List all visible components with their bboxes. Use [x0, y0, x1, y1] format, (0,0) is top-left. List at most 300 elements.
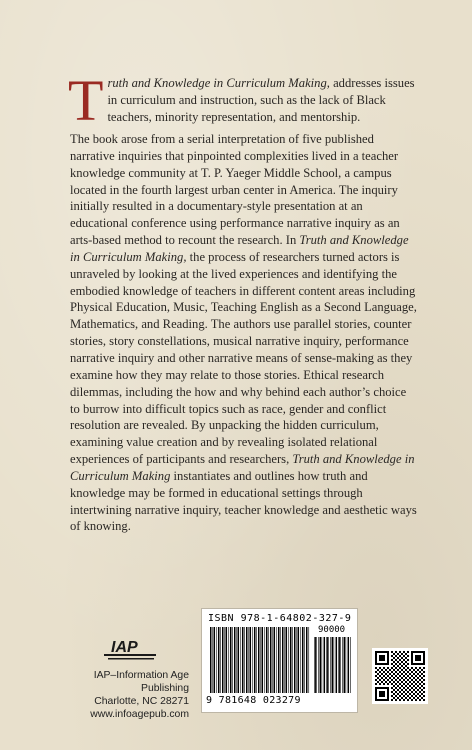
barcode-bar [212, 627, 213, 693]
qr-module [399, 671, 401, 673]
qr-module [393, 657, 395, 659]
qr-module [395, 679, 397, 681]
qr-module [397, 689, 399, 691]
qr-finder [379, 655, 385, 661]
barcode-bar [330, 637, 331, 693]
qr-module [413, 681, 415, 683]
barcode-bar [258, 627, 260, 693]
qr-module [395, 667, 397, 669]
qr-module [411, 695, 413, 697]
qr-module [419, 699, 421, 701]
qr-module [393, 665, 395, 667]
qr-module [405, 677, 407, 679]
qr-module [393, 653, 395, 655]
qr-module [387, 683, 389, 685]
barcode-bar [348, 637, 350, 693]
qr-module [399, 679, 401, 681]
barcode-bar [318, 637, 319, 693]
qr-module [419, 667, 421, 669]
qr-module [411, 675, 413, 677]
intro-text: addresses issues in curriculum and instruction, such as the lack of Black teachers, minority representation, and mentorship. [107, 76, 415, 124]
qr-module [403, 687, 405, 689]
qr-module [399, 651, 401, 653]
qr-module [375, 671, 377, 673]
qr-module [399, 695, 401, 697]
qr-module [389, 681, 391, 683]
qr-module [391, 695, 393, 697]
qr-module [403, 651, 405, 653]
qr-module [393, 685, 395, 687]
qr-module [395, 663, 397, 665]
qr-module [401, 669, 403, 671]
description-part-1: The book arose from a serial interpretation of five published narrative inquiries that pinpointed complexities lived in a teacher knowledge community at T. P. Yaeger Middle School, a campus located in the fourth largest urban center in America. The inquiry initially resulted in a documentary-style presentation at an educational conference using performance narrative inquiry as an arts-based method to recount the research. In [70, 132, 400, 248]
barcode-bar [304, 627, 305, 693]
barcode-bar [334, 637, 335, 693]
qr-module [409, 697, 411, 699]
barcode-bar [234, 627, 236, 693]
qr-module [401, 689, 403, 691]
qr-module [407, 687, 409, 689]
qr-module [415, 683, 417, 685]
qr-module [375, 679, 377, 681]
barcode-bar [338, 637, 339, 693]
qr-module [401, 657, 403, 659]
barcode-bar [290, 627, 292, 693]
barcode-bar [322, 637, 323, 693]
qr-module [421, 685, 423, 687]
qr-module [381, 677, 383, 679]
qr-module [391, 659, 393, 661]
qr-module [405, 653, 407, 655]
barcode-bar [236, 627, 237, 693]
price-addon-number: 90000 [318, 625, 346, 635]
barcode-bar [222, 627, 224, 693]
qr-module [419, 683, 421, 685]
qr-finder [379, 691, 385, 697]
qr-module [391, 667, 393, 669]
qr-code [372, 648, 428, 704]
barcode-bar [344, 637, 346, 693]
qr-module [387, 671, 389, 673]
barcode-bar [270, 627, 272, 693]
qr-module [407, 667, 409, 669]
barcode-bar [260, 627, 261, 693]
qr-module [407, 695, 409, 697]
barcode-bar [246, 627, 248, 693]
qr-module [417, 689, 419, 691]
qr-module [393, 661, 395, 663]
barcode-bar [298, 627, 300, 693]
qr-module [405, 665, 407, 667]
qr-module [405, 697, 407, 699]
qr-module [413, 673, 415, 675]
qr-module [421, 697, 423, 699]
qr-module [411, 667, 413, 669]
qr-module [421, 669, 423, 671]
addon-barcode-bars [314, 637, 352, 693]
qr-module [417, 673, 419, 675]
qr-module [397, 697, 399, 699]
qr-module [407, 699, 409, 701]
qr-module [375, 675, 377, 677]
isbn-text: ISBN 978-1-64802-327-9 [208, 613, 352, 624]
publisher-info [69, 669, 189, 721]
logo-text: IAP [111, 639, 138, 656]
qr-module [391, 687, 393, 689]
barcode-bar [266, 627, 268, 693]
qr-module [381, 681, 383, 683]
qr-module [399, 675, 401, 677]
barcode-bar [256, 627, 257, 693]
qr-module [377, 677, 379, 679]
qr-module [415, 679, 417, 681]
qr-module [407, 683, 409, 685]
barcode-bar [230, 627, 232, 693]
qr-module [413, 689, 415, 691]
barcode-bar [282, 627, 284, 693]
qr-module [411, 671, 413, 673]
book-title-ref-1: Truth and Knowledge in Curriculum Making, [70, 233, 409, 264]
qr-module [421, 693, 423, 695]
qr-module [387, 675, 389, 677]
qr-module [379, 679, 381, 681]
publisher-url: www.infoagepub.com [90, 709, 189, 720]
barcode-bar [244, 627, 245, 693]
qr-module [403, 695, 405, 697]
qr-module [401, 661, 403, 663]
qr-module [389, 677, 391, 679]
qr-module [405, 661, 407, 663]
qr-module [403, 663, 405, 665]
barcode-bar [272, 627, 273, 693]
qr-module [395, 671, 397, 673]
qr-module [417, 681, 419, 683]
barcode-bar [332, 637, 334, 693]
barcode-bar [264, 627, 265, 693]
qr-module [415, 691, 417, 693]
qr-module [379, 683, 381, 685]
barcode-bar [308, 627, 309, 693]
qr-module [399, 663, 401, 665]
qr-module [395, 675, 397, 677]
qr-module [417, 697, 419, 699]
qr-module [393, 681, 395, 683]
qr-module [403, 659, 405, 661]
qr-module [407, 679, 409, 681]
qr-module [405, 673, 407, 675]
qr-module [387, 667, 389, 669]
qr-module [377, 669, 379, 671]
qr-module [423, 695, 425, 697]
qr-module [423, 671, 425, 673]
qr-module [379, 667, 381, 669]
qr-module [415, 675, 417, 677]
qr-module [393, 673, 395, 675]
qr-module [407, 659, 409, 661]
barcode-bar [228, 627, 229, 693]
qr-module [423, 679, 425, 681]
barcode-bar [216, 627, 217, 693]
barcode-bar [336, 637, 338, 693]
qr-module [397, 661, 399, 663]
qr-module [383, 667, 385, 669]
qr-module [413, 693, 415, 695]
qr-module [391, 663, 393, 665]
qr-module [423, 667, 425, 669]
barcode-bar [294, 627, 296, 693]
qr-module [407, 651, 409, 653]
barcode-bar [306, 627, 308, 693]
qr-module [405, 693, 407, 695]
qr-module [405, 685, 407, 687]
qr-module [385, 677, 387, 679]
barcode-bar [242, 627, 244, 693]
barcode-bar [220, 627, 221, 693]
qr-module [395, 691, 397, 693]
ean-barcode-bars [210, 627, 310, 693]
qr-module [397, 685, 399, 687]
qr-module [403, 655, 405, 657]
barcode-bar [214, 627, 216, 693]
qr-module [391, 683, 393, 685]
qr-module [399, 659, 401, 661]
barcode-bar [292, 627, 293, 693]
barcode-bar [346, 637, 347, 693]
barcode-bar [326, 637, 327, 693]
barcode-bar [327, 637, 329, 693]
qr-module [383, 679, 385, 681]
book-title-intro: ruth and Knowledge in Curriculum Making, [107, 76, 330, 90]
qr-module [411, 699, 413, 701]
qr-module [395, 699, 397, 701]
qr-module [377, 681, 379, 683]
barcode-bar [250, 627, 252, 693]
qr-module [399, 683, 401, 685]
intro-paragraph [68, 68, 418, 133]
barcode-bar [248, 627, 249, 693]
qr-module [407, 675, 409, 677]
qr-module [375, 667, 377, 669]
drop-cap: T [68, 68, 104, 133]
barcode-bar [218, 627, 220, 693]
qr-module [389, 673, 391, 675]
barcode-bar [296, 627, 297, 693]
qr-module [385, 681, 387, 683]
qr-module [395, 687, 397, 689]
qr-module [379, 671, 381, 673]
barcode-bar [276, 627, 277, 693]
qr-module [387, 679, 389, 681]
qr-module [407, 691, 409, 693]
qr-module [423, 691, 425, 693]
qr-module [391, 691, 393, 693]
barcode-bar [252, 627, 253, 693]
qr-module [397, 681, 399, 683]
qr-module [397, 693, 399, 695]
qr-module [393, 693, 395, 695]
qr-module [415, 687, 417, 689]
qr-module [403, 679, 405, 681]
qr-module [417, 693, 419, 695]
qr-module [397, 665, 399, 667]
qr-module [395, 655, 397, 657]
qr-module [401, 673, 403, 675]
qr-module [401, 693, 403, 695]
qr-module [411, 679, 413, 681]
qr-module [419, 675, 421, 677]
qr-module [397, 669, 399, 671]
barcode-bar [226, 627, 228, 693]
qr-module [399, 667, 401, 669]
qr-module [407, 655, 409, 657]
barcode-bar [324, 637, 326, 693]
description-part-3: instantiates and outlines how truth and knowledge may be formed in educational settings through intertwining narrative inquiry, teacher knowledge and aesthetic ways of knowing. [70, 468, 417, 534]
qr-module [405, 689, 407, 691]
barcode-bar [238, 627, 240, 693]
qr-module [419, 671, 421, 673]
barcode-bar [274, 627, 276, 693]
qr-module [391, 655, 393, 657]
barcode-bar [284, 627, 285, 693]
qr-module [399, 655, 401, 657]
qr-module [393, 677, 395, 679]
qr-module [391, 651, 393, 653]
qr-module [395, 683, 397, 685]
barcode-bar [224, 627, 225, 693]
qr-module [377, 673, 379, 675]
qr-module [401, 697, 403, 699]
qr-module [409, 669, 411, 671]
barcode-bar [280, 627, 281, 693]
barcode-bar [262, 627, 264, 693]
barcode-bar [350, 637, 351, 693]
qr-module [409, 685, 411, 687]
barcode-bar [288, 627, 289, 693]
qr-module [405, 681, 407, 683]
qr-module [391, 699, 393, 701]
barcode-bar [342, 637, 343, 693]
barcode-bar [302, 627, 304, 693]
qr-module [399, 687, 401, 689]
qr-module [401, 677, 403, 679]
qr-module [395, 651, 397, 653]
qr-module [385, 669, 387, 671]
qr-module [399, 699, 401, 701]
qr-module [391, 675, 393, 677]
publisher-city: Charlotte, NC 28271 [94, 696, 189, 707]
qr-module [395, 695, 397, 697]
qr-module [403, 691, 405, 693]
qr-module [403, 675, 405, 677]
qr-module [413, 685, 415, 687]
qr-module [409, 673, 411, 675]
qr-module [409, 677, 411, 679]
qr-module [421, 681, 423, 683]
qr-module [413, 677, 415, 679]
qr-module [421, 689, 423, 691]
qr-module [417, 685, 419, 687]
qr-module [401, 653, 403, 655]
qr-module [405, 657, 407, 659]
qr-module [419, 679, 421, 681]
qr-module [401, 685, 403, 687]
qr-module [383, 675, 385, 677]
isbn-barcode [201, 608, 358, 713]
qr-module [383, 671, 385, 673]
qr-module [403, 699, 405, 701]
qr-module [413, 697, 415, 699]
qr-module [375, 683, 377, 685]
qr-module [399, 691, 401, 693]
qr-module [407, 663, 409, 665]
qr-module [401, 665, 403, 667]
qr-module [395, 659, 397, 661]
barcode-bar [315, 637, 317, 693]
barcode-bar [240, 627, 241, 693]
qr-module [413, 669, 415, 671]
barcode-bar [320, 637, 322, 693]
ean-number: 9 781648 023279 [206, 695, 301, 706]
barcode-bar [300, 627, 301, 693]
barcode-bar [339, 637, 341, 693]
qr-module [397, 653, 399, 655]
qr-finder [415, 655, 421, 661]
qr-module [379, 675, 381, 677]
qr-module [417, 669, 419, 671]
barcode-bar [254, 627, 256, 693]
qr-module [411, 691, 413, 693]
qr-module [419, 691, 421, 693]
qr-module [397, 657, 399, 659]
barcode-bar [314, 637, 315, 693]
description-part-2: the process of researchers turned actors is unraveled by looking at the lived experiences and identifying the embodied knowledge of teachers in different content areas including Physical Education, Music, Teaching English as a Second Language, Mathematics, and Reading. The authors use parallel stories, counter stories, story constellations, musical narrative inquiry, performance narrative inquiry and other narrative means of sense-making as they examine how they may relate to those stories. Ethical research dilemmas, including the how and why behind each author’s choice to burrow into difficult topics such as race, gender and conflict resolution are revealed. By unpacking the hidden curriculum, examining value creation and by revealing isolated relational experiences of participants and researchers, [70, 249, 417, 467]
qr-module [421, 677, 423, 679]
qr-module [403, 667, 405, 669]
qr-module [411, 683, 413, 685]
qr-module [383, 683, 385, 685]
book-title-ref-2: Truth and Knowledge in Curriculum Making [70, 452, 415, 483]
barcode-bar [232, 627, 233, 693]
qr-module [409, 689, 411, 691]
qr-module [393, 697, 395, 699]
qr-module [409, 693, 411, 695]
qr-module [417, 677, 419, 679]
qr-module [401, 681, 403, 683]
qr-module [389, 669, 391, 671]
qr-module [403, 683, 405, 685]
qr-module [393, 689, 395, 691]
publisher-name: IAP–Information Age Publishing [93, 670, 189, 694]
qr-module [405, 669, 407, 671]
qr-module [409, 681, 411, 683]
qr-module [391, 671, 393, 673]
description-paragraph [70, 131, 418, 535]
qr-module [397, 677, 399, 679]
qr-module [407, 671, 409, 673]
barcode-bar [210, 627, 212, 693]
qr-module [397, 673, 399, 675]
qr-module [415, 671, 417, 673]
qr-module [393, 669, 395, 671]
qr-module [421, 673, 423, 675]
qr-module [403, 671, 405, 673]
qr-module [415, 667, 417, 669]
qr-module [385, 673, 387, 675]
qr-module [381, 673, 383, 675]
qr-module [415, 695, 417, 697]
qr-module [391, 679, 393, 681]
qr-module [415, 699, 417, 701]
